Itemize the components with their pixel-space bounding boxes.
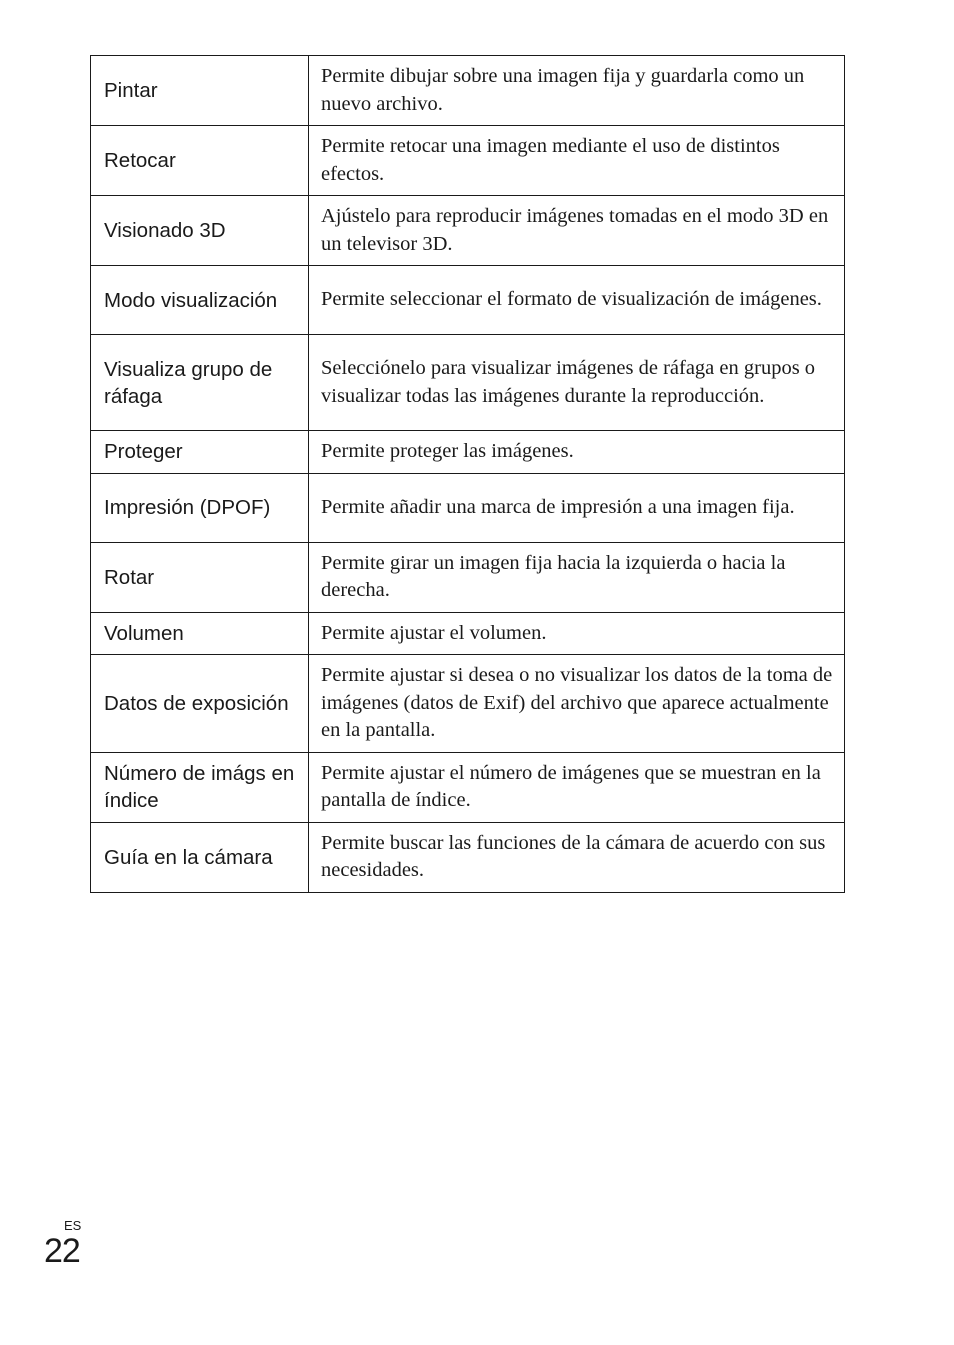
page-number: 22	[44, 1232, 80, 1270]
table-row	[91, 196, 845, 266]
description-cell: Permite añadir una marca de impresión a una imagen fija.	[309, 473, 845, 542]
table-row	[91, 126, 845, 196]
term-cell: Pintar	[91, 56, 309, 126]
term-cell: Modo visualización	[91, 266, 309, 335]
description-cell: Permite proteger las imágenes.	[309, 431, 845, 474]
description-cell: Permite retocar una imagen mediante el uso de distintos efectos.	[309, 126, 845, 196]
term-cell: Número de imágs en índice	[91, 752, 309, 822]
table-row	[91, 266, 845, 335]
term-cell: Proteger	[91, 431, 309, 474]
description-cell: Permite seleccionar el formato de visualización de imágenes.	[309, 266, 845, 335]
term-cell: Guía en la cámara	[91, 822, 309, 892]
term-cell: Visualiza grupo de ráfaga	[91, 335, 309, 431]
term-cell: Impresión (DPOF)	[91, 473, 309, 542]
description-cell: Ajústelo para reproducir imágenes tomadas en el modo 3D en un televisor 3D.	[309, 196, 845, 266]
table-row	[91, 335, 845, 431]
language-code: ES	[64, 1218, 82, 1233]
description-cell: Permite ajustar el número de imágenes que se muestran en la pantalla de índice.	[309, 752, 845, 822]
description-cell: Permite ajustar el volumen.	[309, 612, 845, 655]
table-row	[91, 655, 845, 753]
term-cell: Datos de exposición	[91, 655, 309, 753]
term-cell: Rotar	[91, 542, 309, 612]
term-cell: Volumen	[91, 612, 309, 655]
description-cell: Permite dibujar sobre una imagen fija y guardarla como un nuevo archivo.	[309, 56, 845, 126]
description-cell: Permite buscar las funciones de la cámara de acuerdo con sus necesidades.	[309, 822, 845, 892]
table-row	[91, 473, 845, 542]
page-footer	[44, 1218, 104, 1268]
term-cell: Visionado 3D	[91, 196, 309, 266]
playback-functions-table	[90, 55, 845, 893]
description-cell: Permite girar un imagen fija hacia la izquierda o hacia la derecha.	[309, 542, 845, 612]
description-cell: Permite ajustar si desea o no visualizar los datos de la toma de imágenes (datos de Exif) del archivo que aparece actualmente en la pantalla.	[309, 655, 845, 753]
table-row	[91, 612, 845, 655]
table-row	[91, 542, 845, 612]
description-cell: Selecciónelo para visualizar imágenes de ráfaga en grupos o visualizar todas las imágenes durante la reproducción.	[309, 335, 845, 431]
term-cell: Retocar	[91, 126, 309, 196]
table-row	[91, 431, 845, 474]
table-row	[91, 752, 845, 822]
table-row	[91, 56, 845, 126]
table-row	[91, 822, 845, 892]
